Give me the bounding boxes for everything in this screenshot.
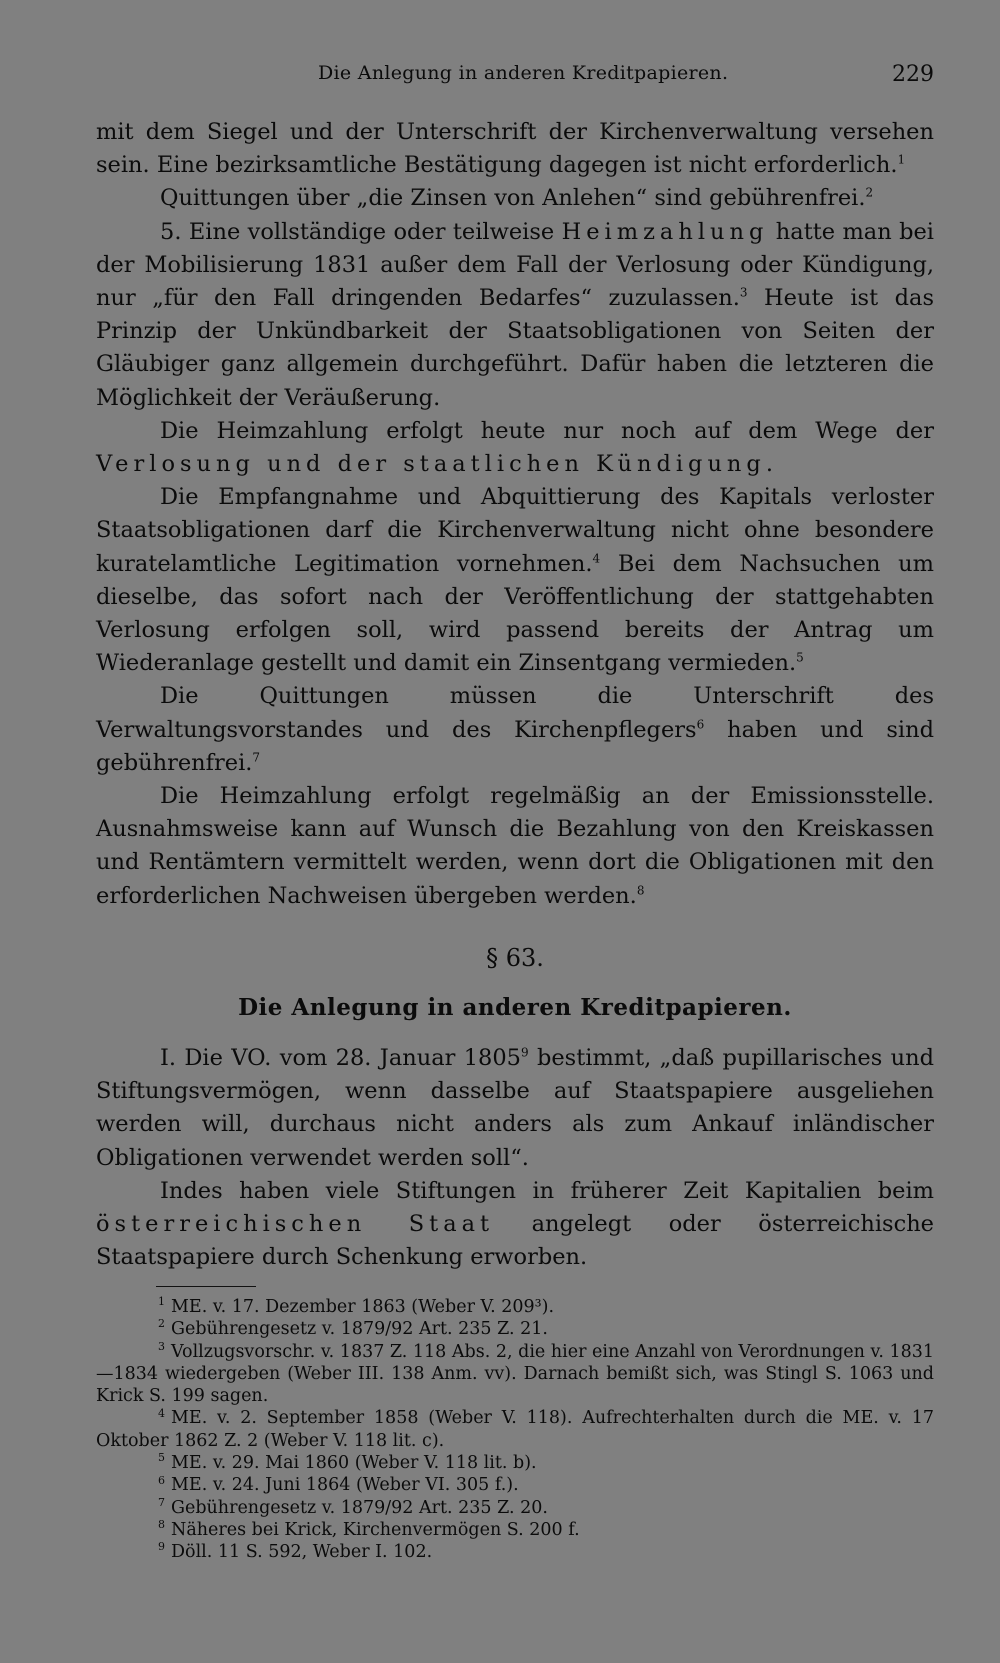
section-paragraph-1-text-b: bestimmt, „daß pupillarisches und Stiftungsvermögen, wenn dasselbe auf Staatspapiere ausgeliehen werden will, durchaus nicht anders als zum Ankauf inländischer Obligationen verwendet werden soll“. bbox=[96, 1045, 934, 1171]
paragraph-5-text-a: Die Empfangnahme und Abquittierung des Kapitals verloster Staatsobligationen darf die Kirchenverwaltung nicht ohne besondere kuratelamtliche Legitimation vornehmen. bbox=[96, 484, 934, 577]
footnote-divider bbox=[156, 1286, 256, 1287]
footnote-text: ME. v. 29. Mai 1860 (Weber V. 118 lit. b). bbox=[171, 1453, 537, 1474]
footnote-text: ME. v. 2. September 1858 (Weber V. 118). Aufrechterhalten durch die ME. v. 17 Oktober 1862 Z. 2 (Weber V. 118 lit. c). bbox=[96, 1408, 934, 1451]
paragraph-7 bbox=[96, 780, 934, 913]
footnote-ref-7: 7 bbox=[252, 750, 261, 765]
section-paragraph-1 bbox=[96, 1042, 934, 1175]
page-number: 229 bbox=[892, 62, 934, 87]
footnote-text: ME. v. 24. Juni 1864 (Weber VI. 305 f.). bbox=[171, 1475, 519, 1496]
footnote-number: 1 bbox=[158, 1295, 165, 1309]
section-text bbox=[96, 1042, 934, 1274]
paragraph-2-text: Quittungen über „die Zinsen von Anlehen“ sind gebührenfrei. bbox=[160, 185, 866, 212]
section-paragraph-2-spaced: österreichischen Staat bbox=[96, 1211, 495, 1238]
footnote-ref-8: 8 bbox=[636, 883, 645, 898]
paragraph-1 bbox=[96, 116, 934, 182]
footnote-number: 7 bbox=[158, 1495, 165, 1509]
footnote-ref-5: 5 bbox=[796, 650, 804, 665]
footnote bbox=[96, 1341, 934, 1408]
footnote bbox=[96, 1519, 934, 1541]
footnote-text: Gebührengesetz v. 1879/92 Art. 235 Z. 21. bbox=[171, 1319, 548, 1340]
footnote-ref-6: 6 bbox=[696, 717, 705, 732]
footnote-number: 3 bbox=[158, 1339, 165, 1353]
footnote-ref-1: 1 bbox=[897, 152, 906, 167]
footnote-text: Näheres bei Krick, Kirchenvermögen S. 200 f. bbox=[171, 1519, 580, 1540]
section-paragraph-2-text-a: Indes haben viele Stiftungen in früherer Zeit Kapitalien beim bbox=[160, 1177, 934, 1204]
footnote bbox=[96, 1452, 934, 1474]
paragraph-6-text-a: Die Quittungen müssen die Unterschrift des Verwaltungsvorstandes und des Kirchenpflegers bbox=[96, 683, 934, 743]
main-text bbox=[96, 116, 934, 913]
footnote-text: Vollzugsvorschr. v. 1837 Z. 118 Abs. 2, die hier eine Anzahl von Verordnungen v. 1831—1834 wiedergeben (Weber III. 138 Anm. vv). Darnach bemißt sich, was Stingl S. 1063 und Krick S. 199 sagen. bbox=[96, 1341, 934, 1407]
paragraph-6-text-b: haben und sind gebührenfrei. bbox=[96, 716, 934, 776]
footnote bbox=[96, 1407, 934, 1452]
footnote-number: 2 bbox=[158, 1317, 165, 1331]
footnote bbox=[96, 1474, 934, 1496]
paragraph-4 bbox=[96, 415, 934, 481]
paragraph-4-text-a: Die Heimzahlung erfolgt heute nur noch auf dem Wege der bbox=[160, 417, 934, 444]
footnote-text: ME. v. 17. Dezember 1863 (Weber V. 209³). bbox=[171, 1297, 555, 1317]
footnotes bbox=[96, 1296, 934, 1564]
paragraph-4-spaced: Verlosung und der staatlichen Kündigung bbox=[96, 451, 766, 478]
footnote-text: Döll. 11 S. 592, Weber I. 102. bbox=[171, 1542, 433, 1563]
footnote-number: 4 bbox=[158, 1406, 165, 1420]
footnote-ref-2: 2 bbox=[865, 185, 874, 200]
footnote-number: 9 bbox=[158, 1540, 165, 1554]
paragraph-1-text: mit dem Siegel und der Unterschrift der Kirchenverwaltung versehen sein. Eine bezirksamtliche Bestätigung dagegen ist nicht erforderlich. bbox=[96, 119, 934, 179]
footnote-ref-4: 4 bbox=[592, 551, 601, 566]
paragraph-7-text: Die Heimzahlung erfolgt regelmäßig an der Emissionsstelle. Ausnahmsweise kann auf Wunsch die Bezahlung von den Kreiskassen und Rentämtern vermittelt werden, wenn dort die Obligationen mit den erforderlichen Nachweisen übergeben werden. bbox=[96, 783, 934, 909]
footnote bbox=[96, 1497, 934, 1519]
paragraph-3-text-a: 5. Eine vollständige oder teilweise bbox=[160, 218, 562, 245]
paragraph-2 bbox=[96, 182, 934, 215]
footnote-number: 5 bbox=[158, 1451, 165, 1465]
paragraph-3-text-b: hatte man bei der Mobilisierung 1831 außer dem Fall der Verlosung oder Kündigung, nur „für den Fall dringenden Bedarfes“ zuzulassen. bbox=[96, 218, 934, 312]
section-paragraph-2-text-b: angelegt oder österreichische Staatspapiere durch Schenkung erworben. bbox=[96, 1211, 934, 1271]
paragraph-3 bbox=[96, 216, 934, 415]
paragraph-4-text-b: . bbox=[765, 451, 773, 478]
footnote-number: 6 bbox=[158, 1473, 165, 1487]
footnote bbox=[96, 1318, 934, 1340]
footnote-ref-9: 9 bbox=[520, 1045, 529, 1060]
section-paragraph-1-text-a: I. Die VO. vom 28. Januar 1805 bbox=[160, 1045, 521, 1071]
section-paragraph-2 bbox=[96, 1175, 934, 1275]
paragraph-3-text-c: Heute ist das Prinzip der Unkündbarkeit der Staatsobligationen von Seiten der Gläubiger ganz allgemein durchgeführt. Dafür haben die letzteren die Möglichkeit der Veräußerung. bbox=[96, 285, 935, 411]
paragraph-5 bbox=[96, 481, 934, 680]
running-head-title: Die Anlegung in anderen Kreditpapieren. bbox=[318, 62, 729, 84]
paragraph-3-spaced: Heimzahlung bbox=[561, 218, 769, 245]
paragraph-6 bbox=[96, 680, 934, 780]
footnote-text: Gebührengesetz v. 1879/92 Art. 235 Z. 20. bbox=[171, 1497, 548, 1518]
running-head bbox=[96, 62, 934, 92]
section-heading: Die Anlegung in anderen Kreditpapieren. bbox=[238, 994, 792, 1021]
footnote bbox=[96, 1296, 934, 1318]
paragraph-5-text-b: Bei dem Nachsuchen um dieselbe, das sofort nach der Veröffentlichung der stattgehabten Verlosung erfolgen soll, wird passend bereits der Antrag um Wiederanlage gestellt und damit ein Zinsentgang vermieden. bbox=[96, 550, 934, 677]
footnote-number: 8 bbox=[158, 1518, 165, 1532]
footnote bbox=[96, 1541, 934, 1563]
section-number: § 63. bbox=[486, 944, 544, 972]
footnote-ref-3: 3 bbox=[739, 285, 748, 300]
